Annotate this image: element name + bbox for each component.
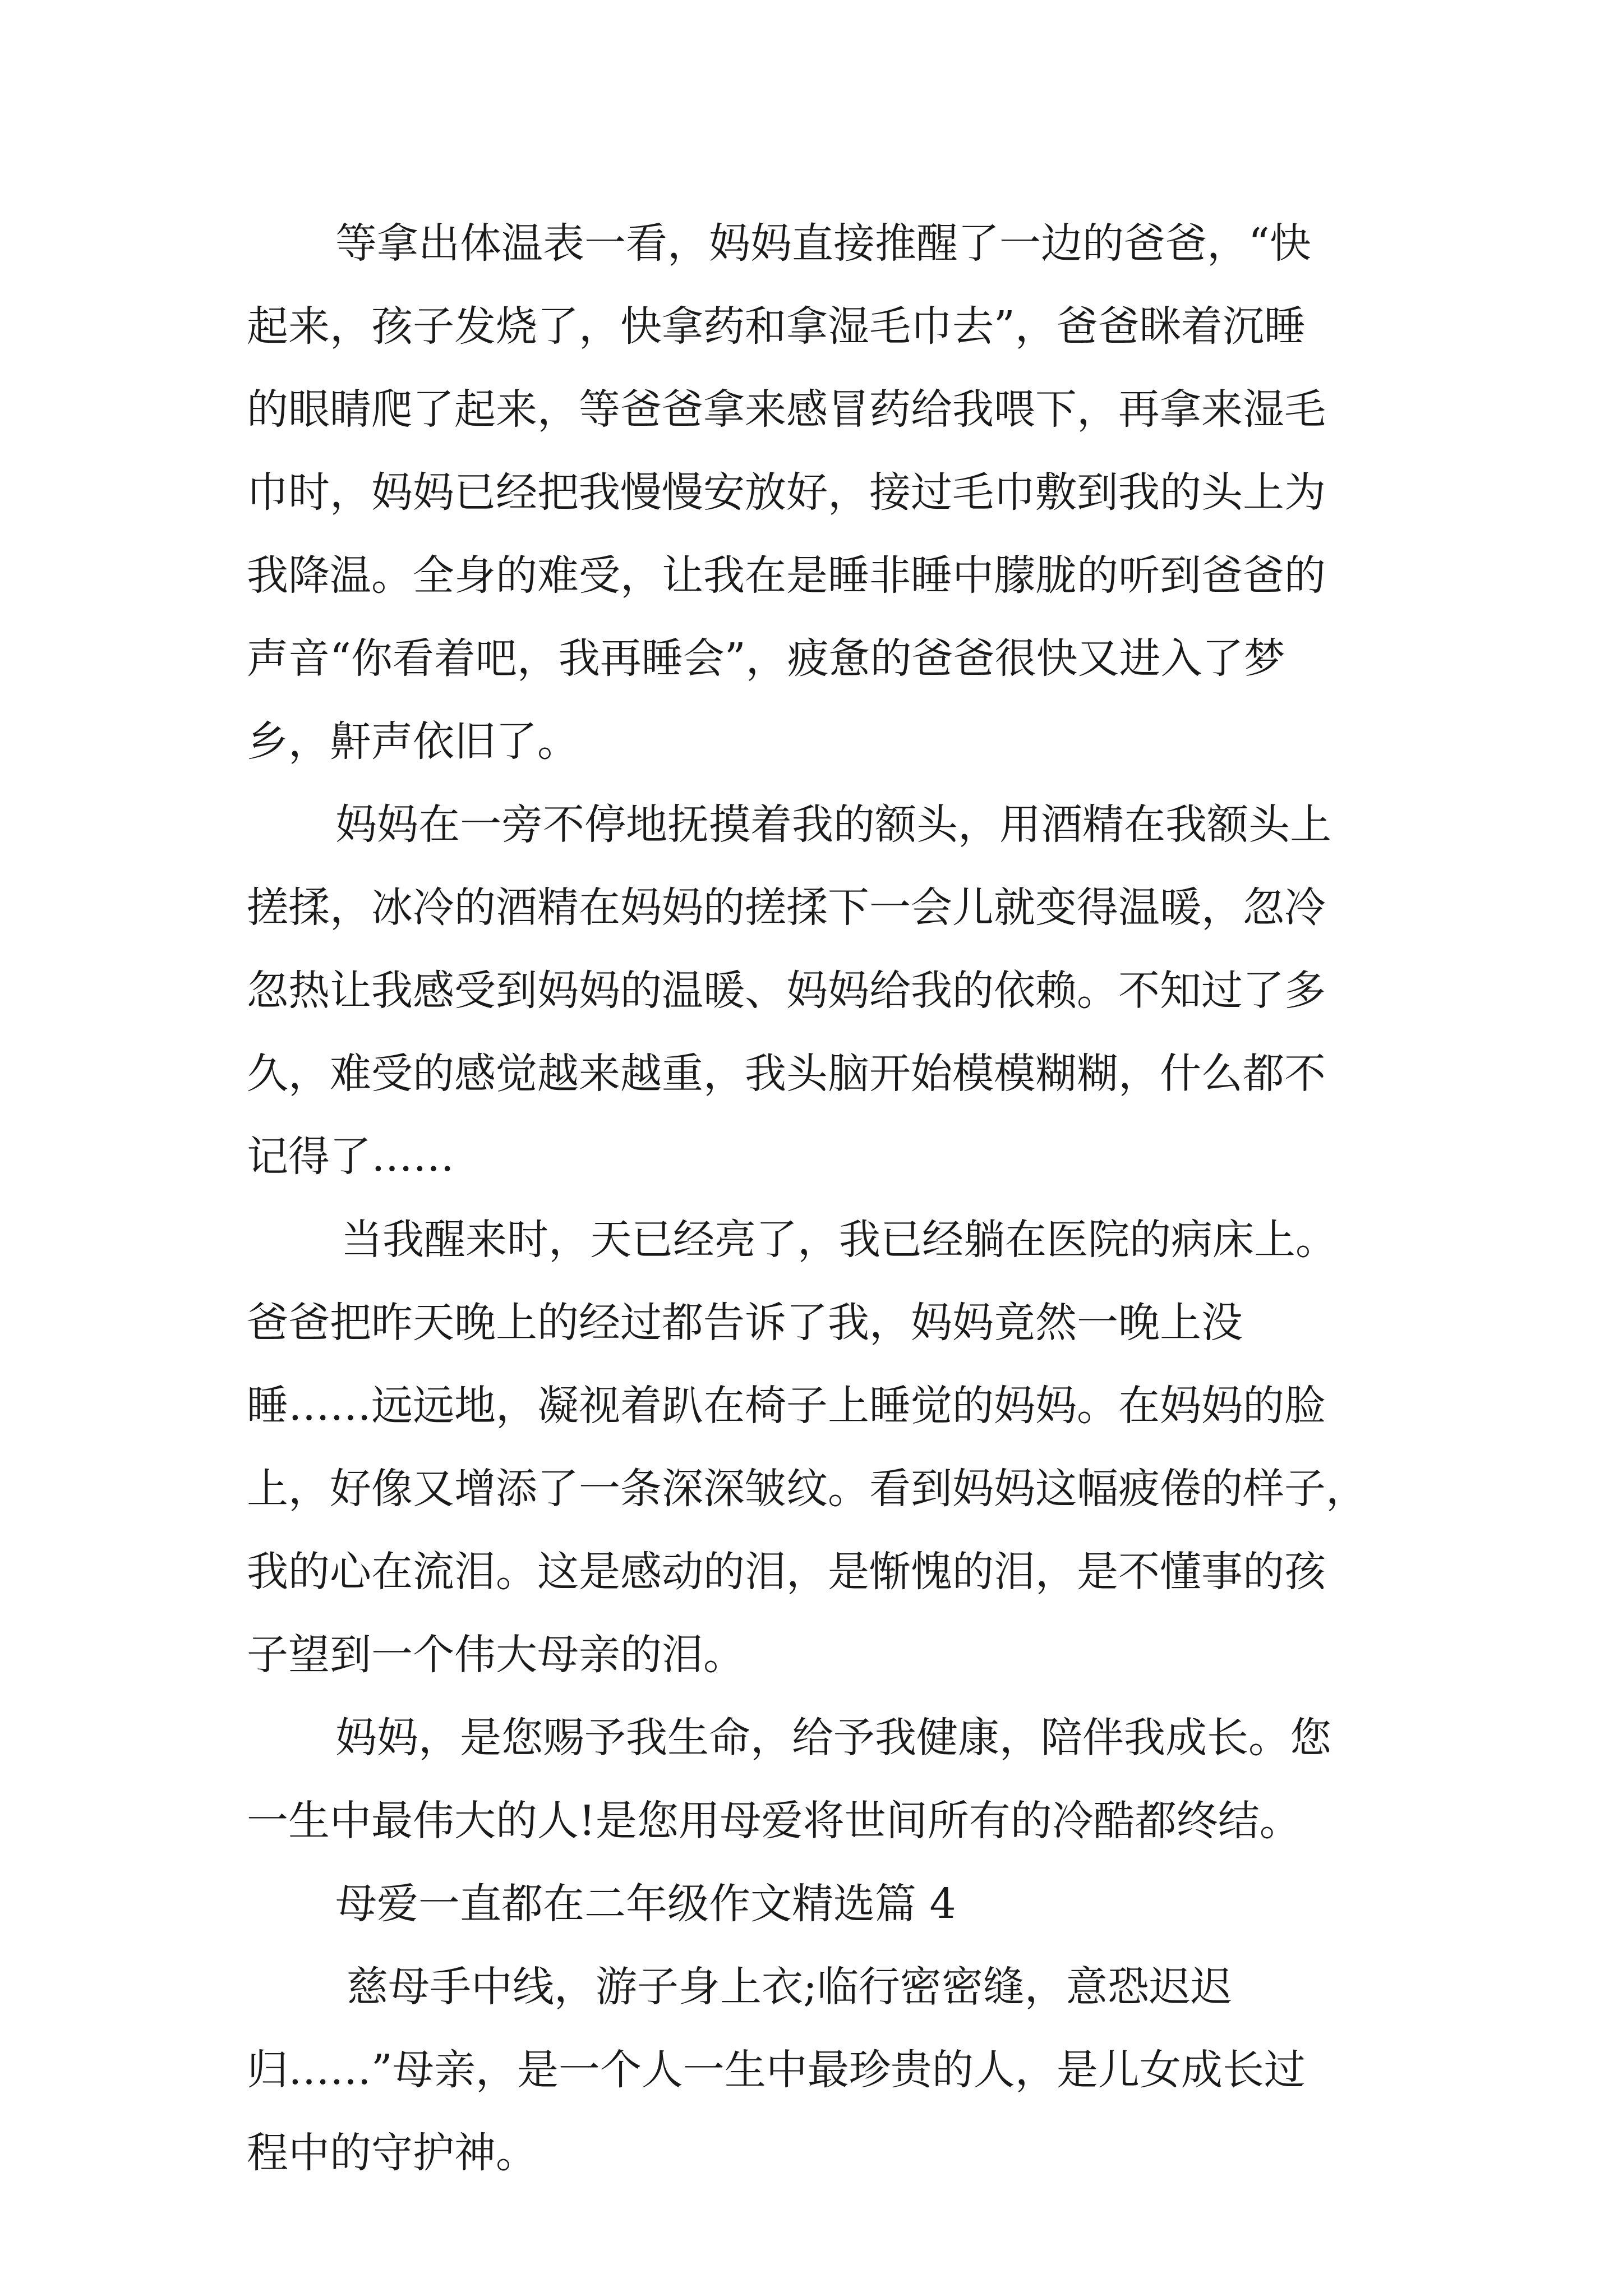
text-line-7: 乡，鼾声依旧了。 xyxy=(247,717,579,766)
text-line-17: 我的心在流泪。这是感动的泪，是惭愧的泪，是不懂事的孩 xyxy=(247,1548,1326,1596)
text-line-11: 久，难受的感觉越来越重，我头脑开始模模糊糊，什么都不 xyxy=(247,1050,1326,1098)
text-line-20: 一生中最伟大的人!是您用母爱将世间所有的冷酷都终结。 xyxy=(247,1797,1301,1845)
text-line-16: 上，好像又增添了一条深深皱纹。看到妈妈这幅疲倦的样子， xyxy=(247,1465,1367,1513)
text-line-10: 忽热让我感受到妈妈的温暖、妈妈给我的依赖。不知过了多 xyxy=(247,967,1326,1015)
text-line-15: 睡……远远地，凝视着趴在椅子上睡觉的妈妈。在妈妈的脸 xyxy=(247,1382,1326,1430)
text-line-18: 子望到一个伟大母亲的泪。 xyxy=(247,1631,745,1679)
text-line-23: 归……”母亲，是一个人一生中最珍贵的人，是儿女成长过 xyxy=(247,2046,1306,2094)
text-line-14: 爸爸把昨天晚上的经过都告诉了我，妈妈竟然一晚上没 xyxy=(247,1299,1243,1347)
text-line-2: 起来，孩子发烧了，快拿药和拿湿毛巾去”，爸爸眯着沉睡 xyxy=(247,302,1306,351)
text-line-22: 慈母手中线，游子身上衣;临行密密缝，意恐迟迟 xyxy=(347,1963,1232,2011)
text-line-5: 我降温。全身的难受，让我在是睡非睡中朦胧的听到爸爸的 xyxy=(247,551,1326,600)
text-line-24: 程中的守护神。 xyxy=(247,2129,537,2177)
section-heading: 母爱一直都在二年级作文精选篇 4 xyxy=(335,1880,956,1928)
text-line-4: 巾时，妈妈已经把我慢慢安放好，接过毛巾敷到我的头上为 xyxy=(247,468,1326,517)
text-line-3: 的眼睛爬了起来，等爸爸拿来感冒药给我喂下，再拿来湿毛 xyxy=(247,385,1326,434)
text-line-8: 妈妈在一旁不停地抚摸着我的额头，用酒精在我额头上 xyxy=(335,800,1331,849)
text-line-6: 声音“你看着吧，我再睡会”，疲惫的爸爸很快又进入了梦 xyxy=(247,634,1285,683)
text-line-12: 记得了…… xyxy=(247,1133,454,1181)
text-line-13: 当我醒来时，天已经亮了，我已经躺在医院的病床上。 xyxy=(341,1216,1337,1264)
text-line-1: 等拿出体温表一看，妈妈直接推醒了一边的爸爸，“快 xyxy=(335,219,1311,268)
text-line-9: 搓揉，冰冷的酒精在妈妈的搓揉下一会儿就变得温暖，忽冷 xyxy=(247,884,1326,932)
text-line-19: 妈妈，是您赐予我生命，给予我健康，陪伴我成长。您 xyxy=(335,1714,1331,1762)
